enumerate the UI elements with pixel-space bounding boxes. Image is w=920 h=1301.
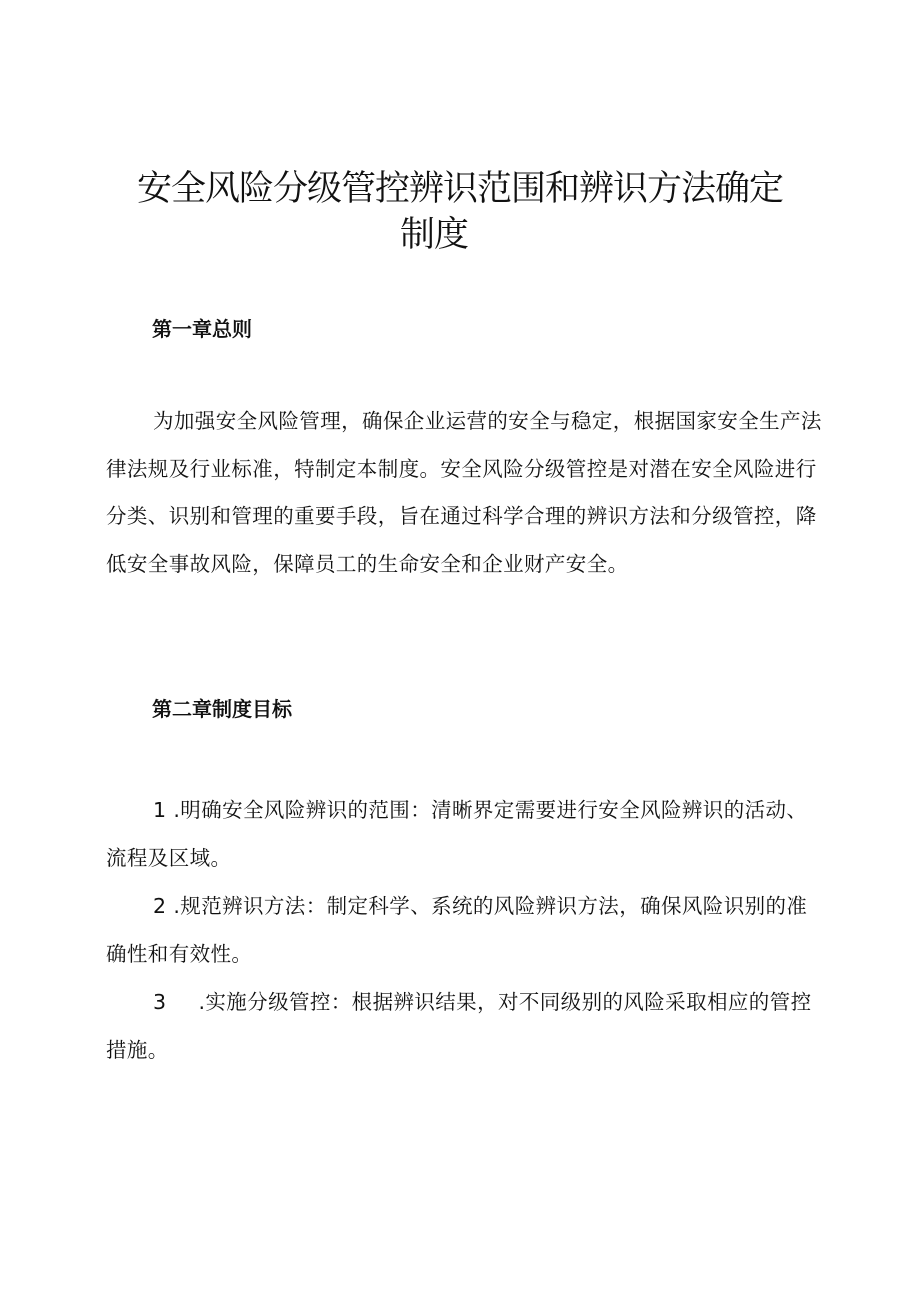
chapter2-heading: 第二章制度目标 (152, 697, 292, 721)
chapter1-paragraph: 为加强安全风险管理，确保企业运营的安全与稳定，根据国家安全生产法律法规及行业标准，特制定本制度。安全风险分级管控是对潜在安全风险进行分类、识别和管理的重要手段，旨在通过科学合理的辨识方法和分级管控，降低安全事故风险，保障员工的生命安全和企业财产安全。 (106, 409, 822, 576)
goal-item-3-text: .实施分级管控：根据辨识结果，对不同级别的风险采取相应的管控措施。 (106, 990, 812, 1062)
goal-item-1 (106, 787, 826, 882)
goal-item-2-text: .规范辨识方法：制定科学、系统的风险辨识方法，确保风险识别的准确性和有效性。 (106, 894, 808, 966)
document-title-line1: 安全风险分级管控辨识范围和辨识方法确定 (136, 169, 783, 209)
goal-item-3-number: 3 (153, 990, 167, 1014)
chapter1-heading: 第一章总则 (152, 317, 252, 341)
goal-item-1-number: 1 (153, 798, 167, 822)
goal-item-2-number: 2 (153, 894, 167, 918)
goal-item-1-text: .明确安全风险辨识的范围：清晰界定需要进行安全风险辨识的活动、流程及区域。 (106, 798, 808, 870)
goal-item-3 (106, 979, 826, 1074)
goal-item-2 (106, 883, 826, 978)
document-title-line2: 制度 (399, 215, 468, 255)
